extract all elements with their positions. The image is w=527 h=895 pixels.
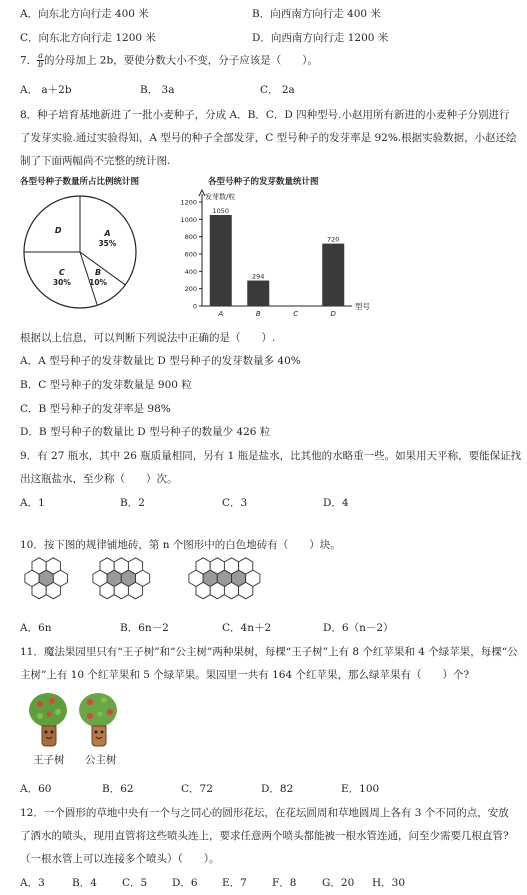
q12-option-d: D．6 xyxy=(172,877,198,889)
bar-category-a: A xyxy=(218,310,224,318)
bar-chart-title: 各型号种子的发芽数量统计图 xyxy=(208,177,319,187)
q10-option-a: A．6n xyxy=(20,622,52,634)
white-tile xyxy=(128,582,142,598)
q8-option-b: B．C 型号种子的发芽数量是 900 粒 xyxy=(20,379,192,391)
q12-line-3: （一根水管上可以连接多个喷头）（ ）。 xyxy=(20,853,220,865)
bar-category-b: B xyxy=(255,310,261,318)
bar-category-d: D xyxy=(330,310,336,318)
q12-option-b: B．4 xyxy=(72,877,97,889)
white-tile xyxy=(224,582,238,598)
q7-fraction: $\frac{a}{b}$ xyxy=(38,51,44,69)
q12-option-h: H．30 xyxy=(372,877,406,889)
pie-label-d: D xyxy=(54,226,62,236)
q8-option-a: A．A 型号种子的发芽数量比 D 型号种子的发芽数量多 40% xyxy=(20,355,301,367)
q6-option-d: D．向西南方向行走 1200 米 xyxy=(252,32,389,44)
q11-line-2: 主树”上有 10 个红苹果和 5 个绿苹果。果园里一共有 164 个红苹果，那么绿苹果有（ ）个? xyxy=(20,669,470,681)
q8-option-d: D．B 型号种子的数量比 D 型号种子的数量少 426 粒 xyxy=(20,426,271,438)
prince-tree-icon xyxy=(29,693,67,746)
q6-option-c: C．向东北方向行走 1200 米 xyxy=(20,32,156,44)
q7-stem: 7． $\frac{a}{b}$ 的分母加上 2b，要使分数大小不变，分子应该是（ ）。 xyxy=(20,51,318,69)
trees-illustration xyxy=(18,690,128,750)
q12-option-e: E．7 xyxy=(222,877,247,889)
bar-y-tick-label: 0 xyxy=(192,302,197,311)
bar-value-d: 720 xyxy=(327,235,340,244)
q8-line-1: 8．种子培育基地新进了一批小麦种子，分成 A．B．C．D 四种型号.小赵用所有新进的小麦种子分别进行 xyxy=(20,109,510,121)
pie-value-b: 10% xyxy=(89,277,108,287)
q7-option-a: A． a＋2b xyxy=(20,84,72,96)
bar-y-label: 发芽数/粒 xyxy=(205,193,236,201)
q9-option-b: B．2 xyxy=(120,497,145,509)
white-tile xyxy=(210,582,224,598)
bar-value-b: 294 xyxy=(252,272,265,281)
prince-tree-label: 王子树 xyxy=(33,754,65,766)
pie-value-c: 30% xyxy=(52,277,71,287)
q10-option-c: C．4n＋2 xyxy=(222,622,272,634)
q9-line-2: 出这瓶盐水，至少称（ ）次。 xyxy=(20,473,178,485)
white-tile xyxy=(114,582,128,598)
q9-option-c: C．3 xyxy=(222,497,248,509)
q12-option-g: G．20 xyxy=(322,877,355,889)
white-tile xyxy=(196,582,210,598)
q8-line-2: 了发芽实验.通过实验得知，A 型号的种子全部发芽，C 型号种子的发芽率是 92%.根据实验数据，小赵还绘 xyxy=(20,132,517,144)
bar-value-a: 1050 xyxy=(212,207,230,215)
q11-option-a: A．60 xyxy=(20,783,52,795)
bar-y-tick-label: 1000 xyxy=(180,215,197,224)
bar-chart xyxy=(170,172,370,320)
q11-option-e: E．100 xyxy=(341,783,380,795)
q8-option-c: C．B 型号种子的发芽率是 98% xyxy=(20,403,171,415)
q12-option-a: A．3 xyxy=(20,877,45,889)
bar-y-tick-label: 200 xyxy=(184,285,197,294)
white-tile xyxy=(239,582,253,598)
q12-line-2: 了洒水的喷头，现用直管将这些喷头连上，要求任意两个喷头都能被一根水管连通，问至少需要几根直管? xyxy=(20,830,509,842)
q6-option-a: A．向东北方向行走 400 米 xyxy=(20,8,149,20)
pie-label-b: B xyxy=(95,267,102,277)
bar-b xyxy=(247,281,269,306)
bar-y-tick-label: 800 xyxy=(184,233,197,242)
q8-line-3: 制了下面两幅尚不完整的统计图. xyxy=(20,155,171,167)
q10-option-b: B．6n－2 xyxy=(120,622,169,634)
q9-option-d: D．4 xyxy=(323,497,349,509)
hexagon-tile-patterns xyxy=(0,556,300,614)
pie-label-a: A xyxy=(104,229,111,239)
q8-question: 根据以上信息，可以判断下列说法中正确的是（ ）. xyxy=(20,332,276,344)
q9-option-a: A．1 xyxy=(20,497,45,509)
q11-option-b: B．62 xyxy=(102,783,134,795)
bar-a xyxy=(210,215,232,306)
bar-y-tick-label: 600 xyxy=(184,250,197,259)
white-tile xyxy=(32,582,46,598)
q11-option-d: D．82 xyxy=(261,783,294,795)
q6-option-b: B．向西南方向行走 400 米 xyxy=(252,8,381,20)
q12-option-c: C．5 xyxy=(122,877,148,889)
princess-tree-label: 公主树 xyxy=(85,754,117,766)
q11-option-c: C．72 xyxy=(181,783,213,795)
q7-option-c: C． 2a xyxy=(260,84,295,96)
bar-y-tick-label: 400 xyxy=(184,267,197,276)
bar-y-tick-label: 1200 xyxy=(180,198,197,207)
q12-line-1: 12．一个圆形的草地中央有一个与之同心的圆形花坛，在花坛圆周和草地圆周上各有 3 个不同的点，安放 xyxy=(20,807,509,819)
bar-category-c: C xyxy=(293,310,299,318)
q10-stem: 10．按下图的规律铺地砖，第 n 个图形中的白色地砖有（ ）块。 xyxy=(20,539,341,551)
white-tile xyxy=(46,582,60,598)
white-tile xyxy=(100,582,114,598)
princess-tree-icon xyxy=(79,693,117,746)
bar-d xyxy=(322,244,344,306)
bar-x-label: 型号 xyxy=(355,302,370,311)
q9-line-1: 9．有 27 瓶水，其中 26 瓶质量相同，另有 1 瓶是盐水，比其他的水略重一些。如果用天平称，要能保证找 xyxy=(20,450,522,462)
q12-option-f: F．8 xyxy=(272,877,297,889)
pie-value-a: 35% xyxy=(98,239,117,249)
q10-option-d: D．6（n－2） xyxy=(323,622,394,634)
pie-chart-title: 各型号种子数量所占比例统计图 xyxy=(20,177,140,187)
q11-line-1: 11．魔法果园里只有“王子树”和“公主树”两种果树，每棵“王子树”上有 8 个红苹果和 4 个绿苹果，每棵“公 xyxy=(20,646,518,658)
q7-option-b: B． 3a xyxy=(140,84,175,96)
pie-label-c: C xyxy=(58,267,65,277)
pie-chart xyxy=(0,172,160,322)
